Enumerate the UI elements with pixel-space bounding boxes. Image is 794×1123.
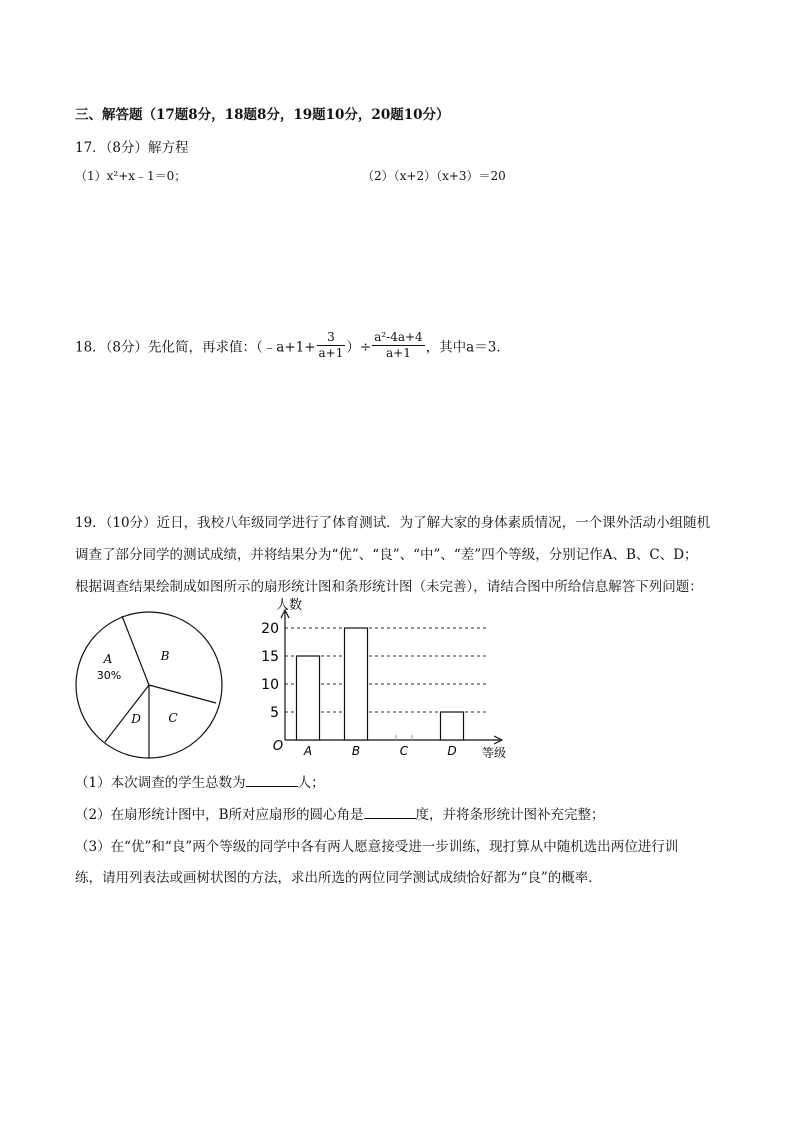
bar-D xyxy=(441,712,464,740)
answer-blank-2[interactable] xyxy=(364,806,416,819)
q18-text xyxy=(75,330,510,361)
pie-chart xyxy=(72,608,228,764)
q19-line1: 19．（10分）近日，我校八年级同学进行了体育测试．为了解大家的身体素质情况，一个课外活动小组随机 xyxy=(75,515,711,531)
x-tick-label-B: B xyxy=(351,744,361,758)
section-title: 三、解答题（17题8分，18题8分，19题10分，20题10分） xyxy=(75,107,450,123)
q18-fraction-1 xyxy=(317,330,346,361)
pie-label-b: B xyxy=(160,649,170,663)
y-axis-title: 人数 xyxy=(275,598,303,613)
q18-frac2-numerator: a²-4a+4 xyxy=(374,330,423,344)
pie-label-c: C xyxy=(168,711,178,725)
q19-sub3-line2: 练，请用列表法或画树状图的方法，求出所选的两位同学测试成绩恰好都为“良”的概率． xyxy=(75,870,602,886)
y-tick-label-5: 5 xyxy=(270,705,279,721)
q19-sub1 xyxy=(75,771,325,791)
bar-B xyxy=(345,628,368,740)
q18-frac1-denominator: a+1 xyxy=(318,346,344,360)
q19-sub1-text: （1）本次调查的学生总数为 xyxy=(75,775,246,791)
q19-sub2-text: （2）在扇形统计图中，B所对应扇形的圆心角是 xyxy=(75,807,364,823)
pie-label-d: D xyxy=(131,712,141,726)
q19-sub3-line1: （3）在“优”和“良”两个等级的同学中各有两人愿意接受进一步训练，现打算从中随机选出两位进行训 xyxy=(75,839,679,855)
pie-label-a: A xyxy=(103,652,113,666)
x-axis-title: 等级 xyxy=(481,746,507,760)
q17-heading: 17．（8分）解方程 xyxy=(75,140,189,156)
q18-frac2-denominator: a+1 xyxy=(386,346,411,360)
q18-tail: ，其中a＝3． xyxy=(425,339,510,356)
y-tick-label-10: 10 xyxy=(261,677,279,693)
x-tick-label-A: A xyxy=(303,744,313,758)
x-tick-label-D: D xyxy=(447,744,457,758)
x-tick-label-C: C xyxy=(399,744,409,758)
y-tick-label-15: 15 xyxy=(261,649,279,665)
q19-sub2-tail: 度，并将条形统计图补充完整； xyxy=(415,807,605,823)
q18-frac1-numerator: 3 xyxy=(317,330,346,346)
q19-line3: 根据调查结果绘制成如图所示的扇形统计图和条形统计图（未完善），请结合图中所给信息解答下列问题： xyxy=(75,579,703,595)
bar-chart xyxy=(250,594,520,766)
q17-part1: （1）x²+x﹣1＝0； xyxy=(75,169,187,183)
y-tick-label-20: 20 xyxy=(261,621,279,637)
q18-head: 18．（8分）先化简，再求值：（﹣a+1+ xyxy=(75,339,316,356)
q17-part2: （2）（x+2）（x+3）＝20 xyxy=(362,169,506,183)
q18-mid: ）÷ xyxy=(346,339,372,356)
pie-percent-a: 30% xyxy=(96,669,122,682)
q19-line2: 调查了部分同学的测试成绩，并将结果分为“优”、“良”、“中”、“差”四个等级，分别记作A、B、C、D； xyxy=(75,547,698,563)
q19-sub1-tail: 人； xyxy=(297,775,325,791)
bar-A xyxy=(297,656,320,740)
answer-blank-1[interactable] xyxy=(246,774,298,787)
q19-sub2 xyxy=(75,803,605,823)
origin-label: O xyxy=(272,739,284,754)
q18-fraction-2 xyxy=(372,330,425,361)
